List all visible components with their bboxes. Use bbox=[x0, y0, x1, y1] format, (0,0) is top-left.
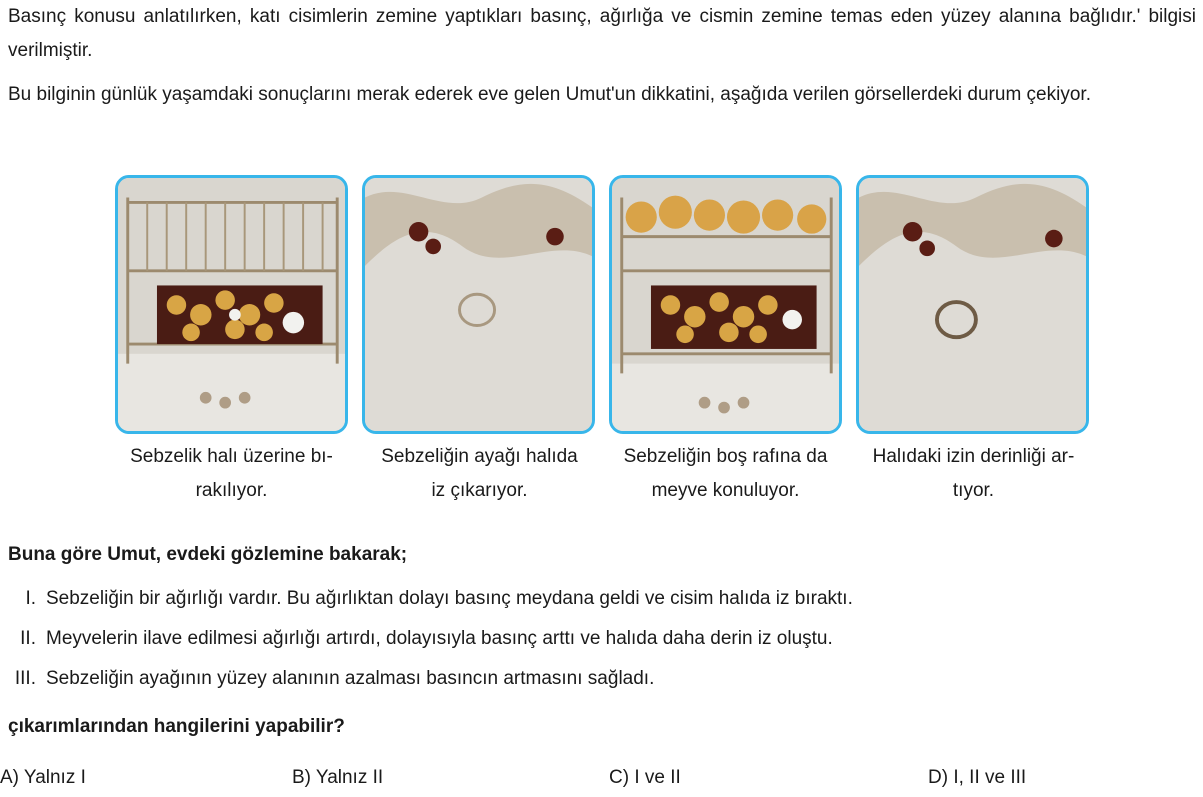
photo-rack-with-fruit bbox=[609, 175, 842, 434]
caption-2-line1: Sebzeliğin ayağı halıda bbox=[381, 446, 578, 467]
option-c[interactable]: C) I ve II bbox=[609, 767, 681, 788]
caption-1 bbox=[109, 440, 354, 508]
photo-rack-on-carpet bbox=[115, 175, 348, 434]
question-end: çıkarımlarından hangilerini yapabilir? bbox=[8, 716, 345, 737]
caption-3-line2: meyve konuluyor. bbox=[651, 480, 800, 501]
statement-3-text: Sebzeliğin ayağının yüzey alanının azalması basıncın artmasını sağladı. bbox=[46, 668, 655, 689]
caption-4-line2: tıyor. bbox=[952, 480, 995, 501]
statement-1-text: Sebzeliğin bir ağırlığı vardır. Bu ağırlıktan dolayı basınç meydana geldi ve cisim halıda iz bıraktı. bbox=[46, 588, 853, 609]
intro-paragraph: Basınç konusu anlatılırken, katı cisimlerin zemine yaptıkları basınç, ağırlığa ve cismin zemine temas eden yüzey alanına bağlıdır.' bilgisi verilmiştir. bbox=[8, 6, 1196, 61]
caption-4-line1: Halıdaki izin derinliği ar- bbox=[872, 446, 1075, 467]
option-a[interactable]: A) Yalnız I bbox=[0, 767, 86, 788]
caption-1-line1: Sebzelik halı üzerine bı- bbox=[130, 446, 333, 467]
caption-1-line2: rakılıyor. bbox=[195, 480, 268, 501]
statement-2-text: Meyvelerin ilave edilmesi ağırlığı artırdı, dolayısıyla basınç arttı ve halıda daha derin iz oluştu. bbox=[46, 628, 833, 649]
caption-2 bbox=[357, 440, 602, 508]
option-d[interactable]: D) I, II ve III bbox=[928, 767, 1027, 788]
statement-2-number: II. bbox=[20, 628, 36, 649]
question-intro: Buna göre Umut, evdeki gözlemine bakarak; bbox=[8, 544, 408, 565]
caption-3 bbox=[603, 440, 848, 508]
photo-carpet-mark bbox=[362, 175, 595, 434]
option-b[interactable]: B) Yalnız II bbox=[292, 767, 384, 788]
caption-2-line2: iz çıkarıyor. bbox=[431, 480, 528, 501]
caption-3-line1: Sebzeliğin boş rafına da bbox=[623, 446, 828, 467]
statement-3-number: III. bbox=[14, 668, 36, 689]
caption-4 bbox=[851, 440, 1096, 508]
photo-deeper-carpet-mark bbox=[856, 175, 1089, 434]
statement-1-number: I. bbox=[25, 588, 36, 609]
context-paragraph: Bu bilginin günlük yaşamdaki sonuçlarını merak ederek eve gelen Umut'un dikkatini, aşağıda verilen görsellerdeki durum çekiyor. bbox=[8, 84, 1091, 105]
